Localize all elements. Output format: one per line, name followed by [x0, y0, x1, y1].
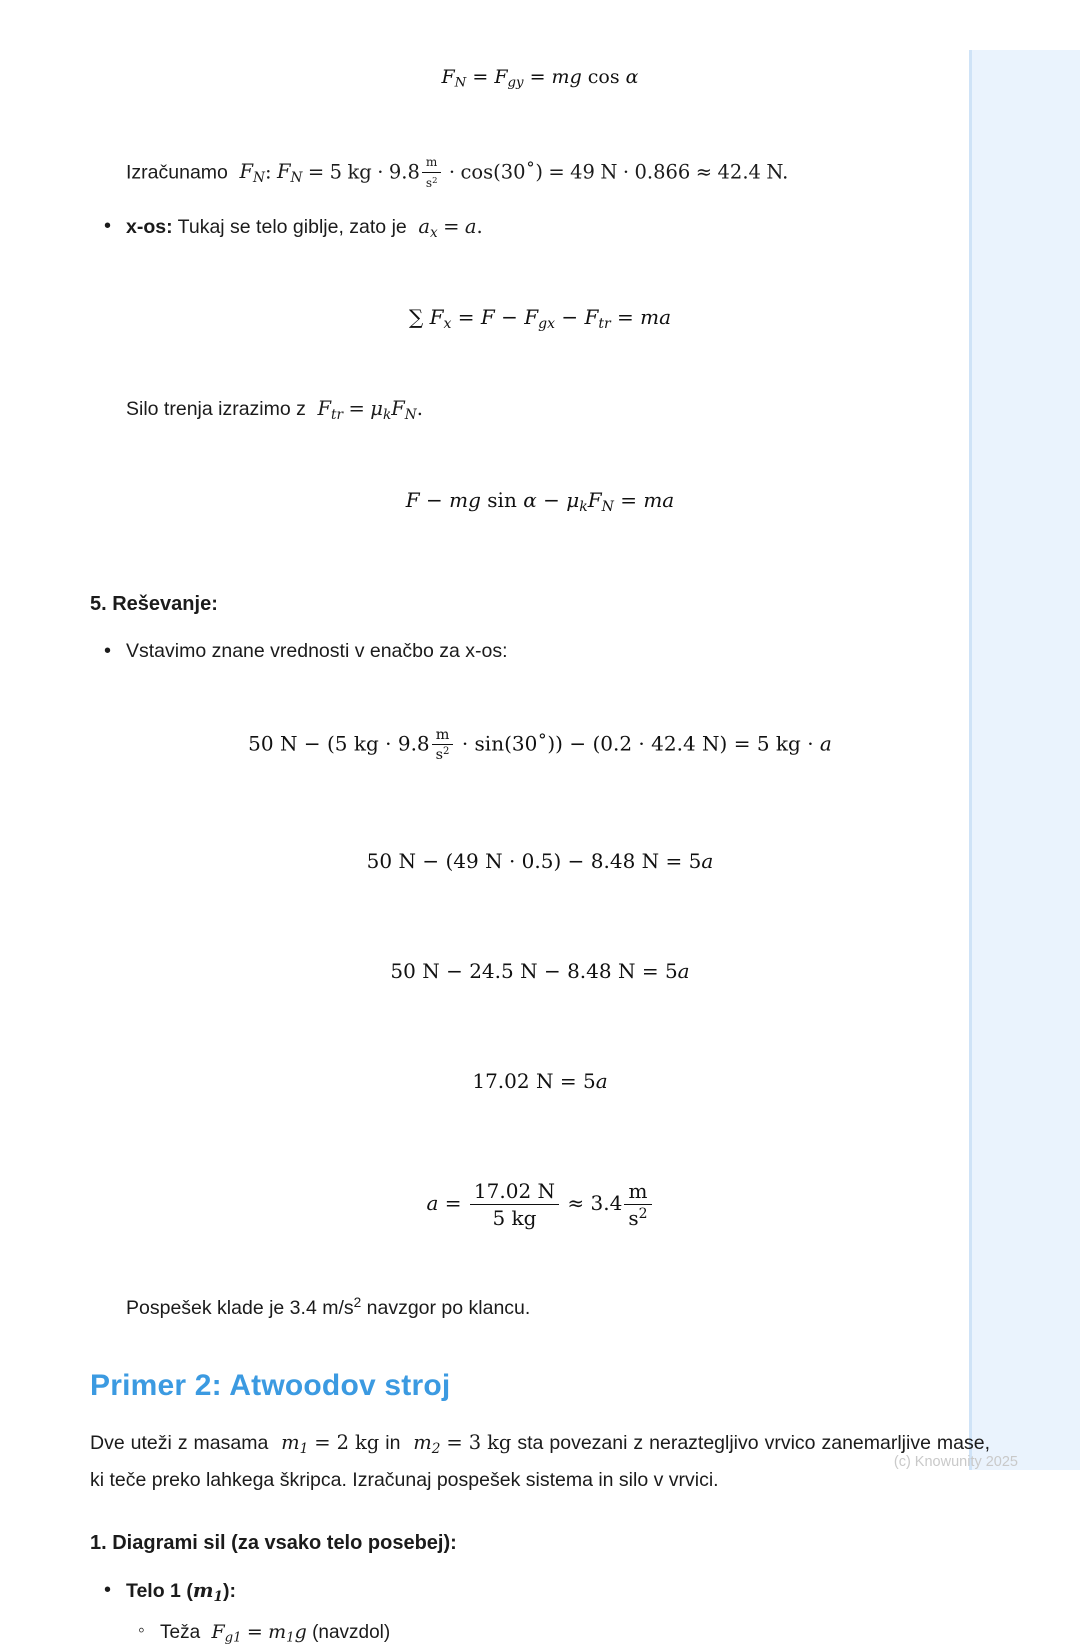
primer2-in: in	[385, 1432, 401, 1455]
heading-diagrami-sil: 1. Diagrami sil (za vsako telo posebej):	[90, 1532, 457, 1555]
equation-result-acceleration: a = $\frac{17.02 N}{5 kg}$ ≈ 3.4 $\frac{m}{s^2}$	[90, 1179, 990, 1230]
equation-step4: 17.02 N = 5a	[472, 1069, 608, 1094]
copyright-watermark: (c) Knowunity 2025	[893, 1454, 1018, 1470]
equation-newton-x: F − mg $\sin \alpha - \mu_kF_N$ = ma	[405, 487, 675, 515]
result-sentence-exponent: 2	[353, 1295, 362, 1311]
equation-step2: 50 N − (49 N · 0.5) − 8.48 N = 5a	[366, 849, 714, 874]
telo1-label: Telo 1 (	[126, 1580, 193, 1603]
x-axis-text: Tukaj se telo giblje, zato je	[177, 216, 407, 239]
bullet-list-insert-values	[90, 636, 990, 667]
equation-sum-fx: ∑ $F_x = F - F_{gx} - F_{tr}$ = ma	[408, 305, 672, 332]
teza-text: Teža	[160, 1621, 201, 1643]
teza-direction: (navzdol)	[312, 1621, 391, 1643]
paragraph-result-sentence	[126, 1292, 990, 1323]
list-item-telo-1	[90, 1575, 990, 1649]
primer2-text-1: Dve uteži z masama	[90, 1432, 269, 1455]
telo1-label-end: ):	[222, 1580, 236, 1603]
bullet-list-x-axis	[90, 211, 990, 245]
bullet-list-telo-1	[90, 1575, 990, 1649]
calc-fn-label: Izračunamo	[126, 161, 228, 184]
equation-normal-force: $F_N = F_{gy}$ = mg cos α	[441, 66, 639, 91]
document-content	[90, 66, 990, 1649]
result-sentence-pre: Pospešek klade je 3.4 m/s	[126, 1296, 354, 1319]
sub-list-telo-1-forces	[126, 1617, 990, 1649]
paragraph-primer-2-problem: Dve uteži z masama $m_1 = 2$ kg in $m_2 = 3$ kg sta povezani z neraztegljivo vrvico zanemarljive mase, ki teče preko lahkega škripca. Izračunaj pospešek sistema in silo v vrvici.	[90, 1431, 991, 1492]
paragraph-calc-normal-force: Izračunamo $F_N$: $F_N = 5$ kg · 9.8 $\frac{m}{s^2}$ · cos(30˚) = 49 N · 0.866 ≈ 42.4 N.	[126, 154, 789, 191]
friction-text: Silo trenja izrazimo z	[126, 397, 306, 420]
paragraph-friction-force: Silo trenja izrazimo z $F_{tr} = \mu_kF_N$.	[126, 396, 423, 423]
heading-resevanje: 5. Reševanje:	[90, 592, 218, 615]
list-item-insert-values: • Vstavimo znane vrednosti v enačbo za x-os:	[90, 636, 990, 667]
list-item-x-axis: • x-os: Tukaj se telo giblje, zato je $a_x = a$.	[90, 211, 990, 245]
section-title-primer-2: Primer 2: Atwoodov stroj	[90, 1369, 451, 1403]
telo1-variable: $m_1$	[192, 1579, 223, 1606]
result-sentence-post: navzgor po klancu.	[361, 1296, 531, 1319]
primer2-text-2: sta povezani z neraztegljivo vrvico zanemarljive mase, ki teče preko lahkega škripca. Izračunaj pospešek sistema in silo v vrvici.	[90, 1432, 991, 1492]
x-axis-label: x-os:	[126, 216, 173, 239]
sub-list-item-teza: ◦ Teža $F_{g1} = m_1g$ (navzdol)	[126, 1617, 990, 1649]
equation-step3: 50 N − 24.5 N − 8.48 N = 5a	[390, 959, 690, 984]
equation-substituted: 50 N − (5 kg · 9.8 $\frac{m}{s^2}$ · sin(30˚)) − (0.2 · 42.4 N) = 5 kg · a	[248, 727, 832, 764]
